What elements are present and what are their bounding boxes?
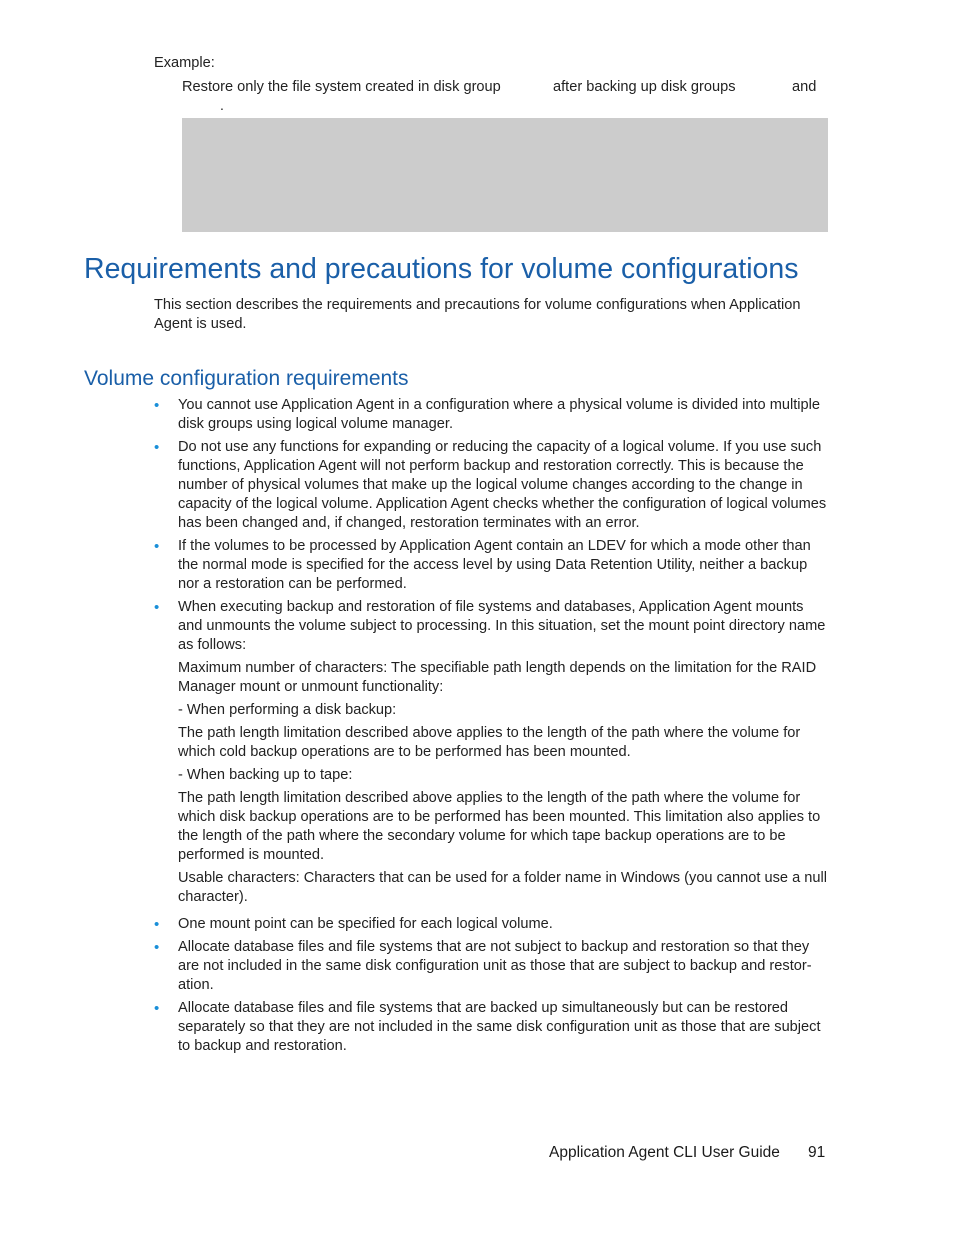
max-chars-text: Maximum number of characters: The specifiable path length depends on the limitation for the RAID Manager mount or unmount functionality: bbox=[178, 660, 817, 695]
bullet-icon: • bbox=[154, 397, 160, 414]
tape-backup-label: - When backing up to tape: bbox=[178, 767, 353, 783]
list-item-text: If the volumes to be processed by Application Agent contain an LDEV for which a mode other than the normal mode is specified for the access level by using Data Retention Utility, neither a backup nor a restoration can be performed. bbox=[178, 538, 811, 592]
requirements-list bbox=[154, 396, 830, 1060]
list-item-text: Allocate database files and file systems that are not subject to backup and restoration so that they are not included in the same disk configuration unit as those that are subject to backup and restor-ation. bbox=[178, 939, 812, 993]
example-text-part2: after backing up disk groups bbox=[553, 79, 736, 95]
usable-chars-text: Usable characters: Characters that can be used for a folder name in Windows (you cannot use a null character). bbox=[178, 870, 827, 905]
example-text-part3: and bbox=[792, 79, 817, 95]
list-item bbox=[154, 537, 830, 594]
list-item bbox=[154, 938, 830, 995]
mount-point-details bbox=[178, 659, 830, 907]
example-text-part1: Restore only the file system created in disk group bbox=[182, 79, 501, 95]
list-item-text: You cannot use Application Agent in a configuration where a physical volume is divided into multiple disk groups using logical volume manager. bbox=[178, 397, 820, 432]
list-item bbox=[154, 915, 830, 934]
section-heading: Requirements and precautions for volume configurations bbox=[84, 253, 799, 285]
example-trailing-period: . bbox=[220, 97, 224, 113]
list-item-text: Allocate database files and file systems that are backed up simultaneously but can be restored separately so that they are not included in the same disk configuration unit as those that are subject to backup and restoration. bbox=[178, 1000, 821, 1054]
footer-page-number: 91 bbox=[808, 1144, 826, 1161]
tape-backup-text: The path length limitation described above applies to the length of the path where the volume for which disk backup operations are to be performed has been mounted. This limitation also applies to the length of the path where the secondary volume for which tape backup operations are to be performed is mounted. bbox=[178, 790, 821, 863]
list-item bbox=[154, 396, 830, 434]
example-description bbox=[182, 78, 832, 98]
list-item bbox=[154, 438, 830, 533]
bullet-icon: • bbox=[154, 939, 160, 956]
list-item-text: When executing backup and restoration of file systems and databases, Application Agent mounts and unmounts the volume subject to processing. In this situation, set the mount point directory name as follows: bbox=[178, 599, 826, 653]
subsection-heading: Volume configuration requirements bbox=[84, 367, 409, 390]
bullet-icon: • bbox=[154, 439, 160, 456]
disk-backup-text: The path length limitation described above applies to the length of the path where the volume for which cold backup operations are to be performed has been mounted. bbox=[178, 725, 801, 760]
disk-backup-label: - When performing a disk backup: bbox=[178, 702, 397, 718]
section-intro: This section describes the requirements and precautions for volume configurations when Application Agent is used. bbox=[154, 297, 801, 332]
example-label: Example: bbox=[154, 55, 215, 71]
list-item bbox=[154, 598, 830, 655]
bullet-icon: • bbox=[154, 916, 160, 933]
list-item bbox=[154, 999, 830, 1056]
bullet-icon: • bbox=[154, 599, 160, 616]
example-code-block bbox=[182, 118, 828, 232]
list-item-text: One mount point can be specified for each logical volume. bbox=[178, 916, 553, 932]
footer-guide-title: Application Agent CLI User Guide bbox=[549, 1144, 780, 1161]
list-item-text: Do not use any functions for expanding or reducing the capacity of a logical volume. If you use such functions, Application Agent will not perform backup and restoration correctly. This is because the number of physical volumes that make up the logical volume changes according to the change in capacity of the logical volume. Application Agent checks whether the configuration of logical volumes has been changed and, if changed, restoration terminates with an error. bbox=[178, 439, 827, 531]
bullet-icon: • bbox=[154, 538, 160, 555]
bullet-icon: • bbox=[154, 1000, 160, 1017]
